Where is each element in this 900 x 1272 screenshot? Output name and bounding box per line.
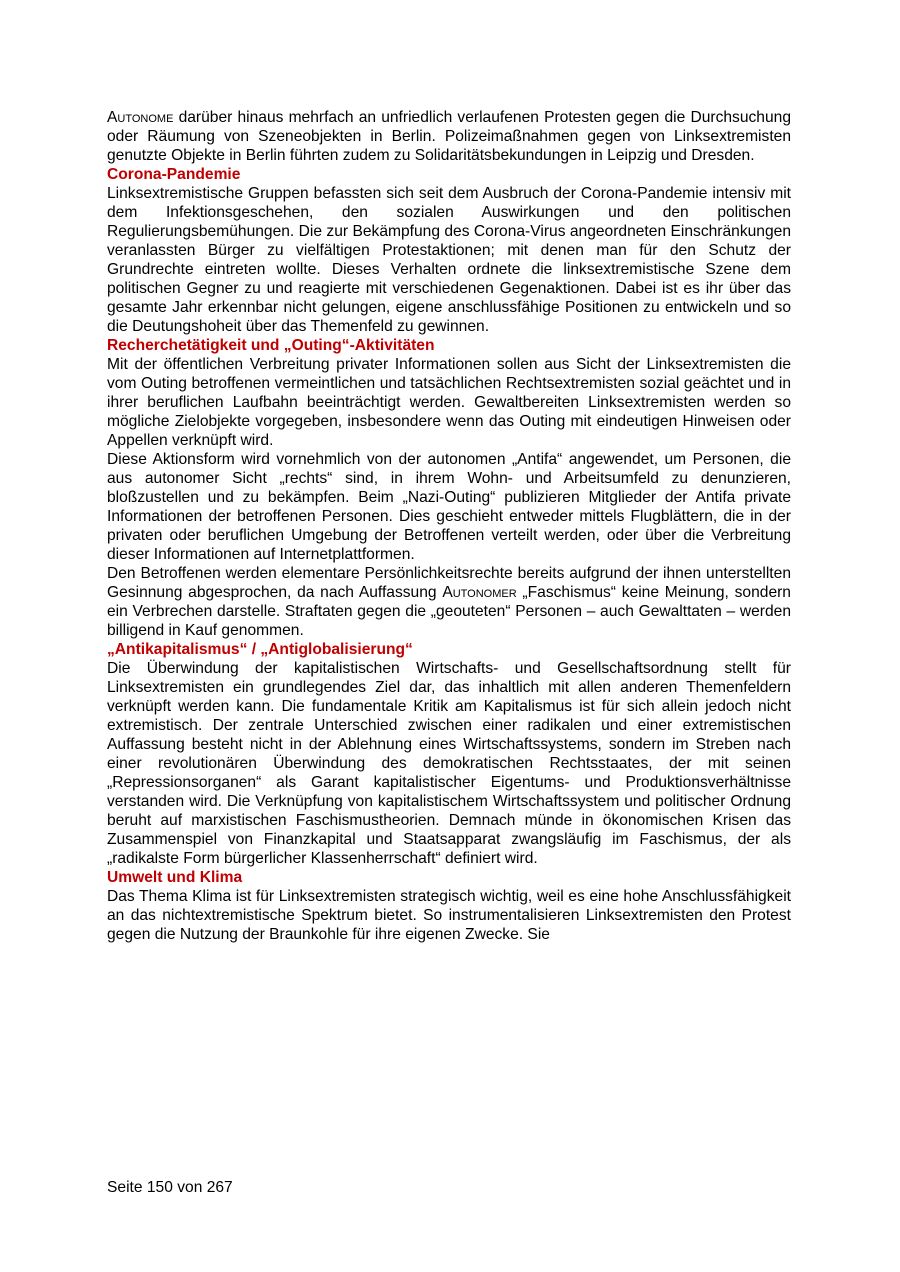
outing-paragraph-3 xyxy=(107,564,791,640)
outing-paragraph-3-before: Den Betroffenen werden elementare Persönlichkeitsrechte bereits aufgrund der ihnen unterstellten Gesinnung abgesprochen, da nach Auffassung xyxy=(107,565,791,601)
heading-umwelt-klima: Umwelt und Klima xyxy=(107,869,243,886)
intro-text: darüber hinaus mehrfach an unfriedlich verlaufenen Protesten gegen die Durchsuchung oder Räumung von Szeneobjekten in Berlin. Polizeimaßnahmen gegen von Linksextremisten genutzte Objekte in Berlin führten zudem zu Solidaritätsbekundungen in Leipzig und Dresden. xyxy=(107,109,791,164)
heading-outing: Recherchetätigkeit und „Outing“-Aktivitäten xyxy=(107,337,435,354)
umwelt-paragraph: Das Thema Klima ist für Linksextremisten strategisch wichtig, weil es eine hohe Anschlussfähigkeit an das nichtextremistische Spektrum bietet. So instrumentalisieren Linksextremisten den Protest gegen die Nutzung der Braunkohle für ihre eigenen Zwecke. Sie xyxy=(107,888,791,943)
intro-paragraph xyxy=(107,108,791,165)
outing-paragraph-2: Diese Aktionsform wird vornehmlich von der autonomen „Antifa“ angewendet, um Personen, die aus autonomer Sicht „rechts“ sind, in ihrem Wohn- und Arbeitsumfeld zu denunzieren, bloßzustellen und zu bekämpfen. Beim „Nazi-Outing“ publizieren Mitglieder der Antifa private Informationen der betroffenen Personen. Dies geschieht entweder mittels Flugblättern, die in der privaten oder beruflichen Umgebung der Betroffenen verteilt werden, oder über die Verbreitung dieser Informationen auf Internetplattformen. xyxy=(107,451,791,563)
document-page xyxy=(107,108,791,944)
heading-antikapitalismus: „Antikapitalismus“ / „Antiglobalisierung“ xyxy=(107,641,413,658)
corona-paragraph: Linksextremistische Gruppen befassten sich seit dem Ausbruch der Corona-Pandemie intensiv mit dem Infektionsgeschehen, den sozialen Auswirkungen und den politischen Regulierungsbemühungen. Die zur Bekämpfung des Corona-Virus angeordneten Einschränkungen veranlassten Bürger zu vielfältigen Protestaktionen; mit denen man für den Schutz der Grundrechte eintreten wollte. Dieses Verhalten ordnete die linksextremistische Szene dem politischen Gegner zu und reagierte mit verschiedenen Gegenaktionen. Dabei ist es ihr über das gesamte Jahr erkennbar nicht gelungen, eigene anschlussfähige Positionen zu entwickeln und so die Deutungshoheit über das Themenfeld zu gewinnen. xyxy=(107,185,791,335)
outing-paragraph-1: Mit der öffentlichen Verbreitung privater Informationen sollen aus Sicht der Linksextremisten die vom Outing betroffenen vermeintlichen und tatsächlichen Rechtsextremisten sozial geächtet und in ihrer beruflichen Laufbahn beeinträchtigt werden. Gewaltbereiten Linksextremisten werden so mögliche Zielobjekte vorgegeben, insbesondere wenn das Outing mit eindeutigen Hinweisen oder Appellen verknüpft wird. xyxy=(107,356,791,449)
intro-smallcaps-word: Autonome xyxy=(107,109,174,126)
page-number-footer: Seite 150 von 267 xyxy=(107,1179,233,1196)
outing-paragraph-3-after: „Faschismus“ keine Meinung, sondern ein Verbrechen darstelle. Straftaten gegen die „geouteten“ Personen – auch Gewalttaten – werden billigend in Kauf genommen. xyxy=(107,584,791,639)
antikapitalismus-paragraph: Die Überwindung der kapitalistischen Wirtschafts- und Gesellschaftsordnung stellt für Linksextremisten ein grundlegendes Ziel dar, das inhaltlich mit allen anderen Themenfeldern verknüpft werden kann. Die fundamentale Kritik am Kapitalismus ist für sich allein jedoch nicht extremistisch. Der zentrale Unterschied zwischen einer radikalen und einer extremistischen Auffassung besteht nicht in der Ablehnung eines Wirtschaftssystems, sondern im Streben nach einer revolutionären Überwindung des demokratischen Rechtsstaates, der mit seinen „Repressionsorganen“ als Garant kapitalistischer Eigentums- und Produktionsverhältnisse verstanden wird. Die Verknüpfung von kapitalistischem Wirtschaftssystem und politischer Ordnung beruht auf marxistischen Faschismustheorien. Demnach münde in ökonomischen Krisen das Zusammenspiel von Finanzkapital und Staatsapparat zwangsläufig im Faschismus, der als „radikalste Form bürgerlicher Klassenherrschaft“ definiert wird. xyxy=(107,660,791,867)
outing-paragraph-3-smallcaps: Autonomer xyxy=(442,584,517,601)
heading-corona-pandemie: Corona-Pandemie xyxy=(107,166,241,183)
